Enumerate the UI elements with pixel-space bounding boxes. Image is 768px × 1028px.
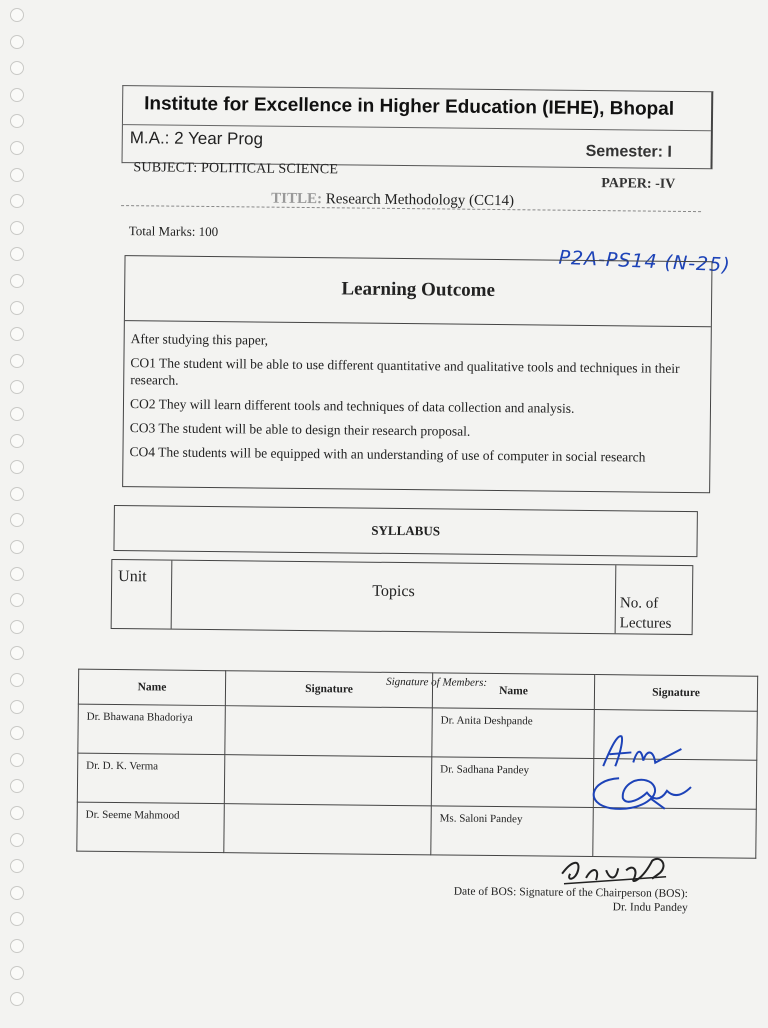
- name-header: Name: [78, 669, 225, 706]
- learning-outcome-heading-cell: [125, 256, 712, 327]
- topics-column-header: Topics: [172, 561, 617, 634]
- handwritten-course-code: P2A-PS14 (N-25): [558, 246, 732, 277]
- signature-cell: [224, 804, 432, 855]
- signature-cell: [224, 755, 432, 806]
- syllabus-heading: SYLLABUS: [113, 505, 697, 557]
- signature-header: Signature: [225, 671, 432, 708]
- institute-name: Institute for Excellence in Higher Education (IEHE), Bhopal: [144, 93, 675, 120]
- lectures-column-header: No. of Lectures: [619, 595, 672, 632]
- title-label: TITLE:: [271, 190, 323, 208]
- program-label: M.A.: 2 Year Prog: [129, 128, 264, 149]
- total-marks: Total Marks: 100: [128, 223, 219, 240]
- syllabus-table: [111, 559, 694, 635]
- outcome-item: CO1 The student will be able to use different quantitative and qualitative tools and techniques in their research.: [130, 355, 680, 388]
- outcome-item: CO2 They will learn different tools and techniques of data collection and analysis.: [129, 396, 575, 416]
- outcome-item: CO3 The student will be able to design their research proposal.: [129, 420, 471, 439]
- signature-header: Signature: [594, 675, 757, 712]
- unit-column-header: Unit: [112, 560, 173, 629]
- member-name: Dr. Seeme Mahmood: [77, 802, 225, 853]
- member-name: Ms. Saloni Pandey: [431, 806, 594, 857]
- semester-label: Semester: I: [585, 142, 673, 161]
- bos-line: Date of BOS: Signature of the Chairperson (BOS):: [453, 885, 688, 901]
- signature-cell: [225, 706, 433, 757]
- member-name: Dr. D. K. Verma: [77, 753, 225, 804]
- signature-caption: Signature of Members:: [386, 675, 488, 689]
- title-text: Research Methodology (CC14): [325, 191, 515, 210]
- subject-label: SUBJECT: POLITICAL SCIENCE: [133, 160, 339, 178]
- learning-outcome-box: [122, 255, 712, 493]
- handwritten-signature: [581, 770, 707, 815]
- outcome-item: CO4 The students will be equipped with an understanding of use of computer in social research: [129, 444, 646, 465]
- member-name: Dr. Anita Deshpande: [432, 708, 595, 759]
- member-name: Dr. Sadhana Pandey: [431, 757, 594, 808]
- name-header: Name: [432, 673, 594, 710]
- learning-outcome-heading: Learning Outcome: [341, 278, 496, 301]
- bos-signature-block: [422, 884, 688, 915]
- member-name: Dr. Bhawana Bhadoriya: [78, 704, 226, 755]
- learning-outcome-intro: After studying this paper,: [130, 331, 269, 348]
- paper-label: PAPER: -IV: [601, 176, 676, 192]
- handwritten-signature: [556, 850, 676, 891]
- handwritten-signature: [593, 726, 693, 775]
- learning-outcome-body: [129, 330, 704, 473]
- chairperson-name: Dr. Indu Pandey: [612, 901, 688, 915]
